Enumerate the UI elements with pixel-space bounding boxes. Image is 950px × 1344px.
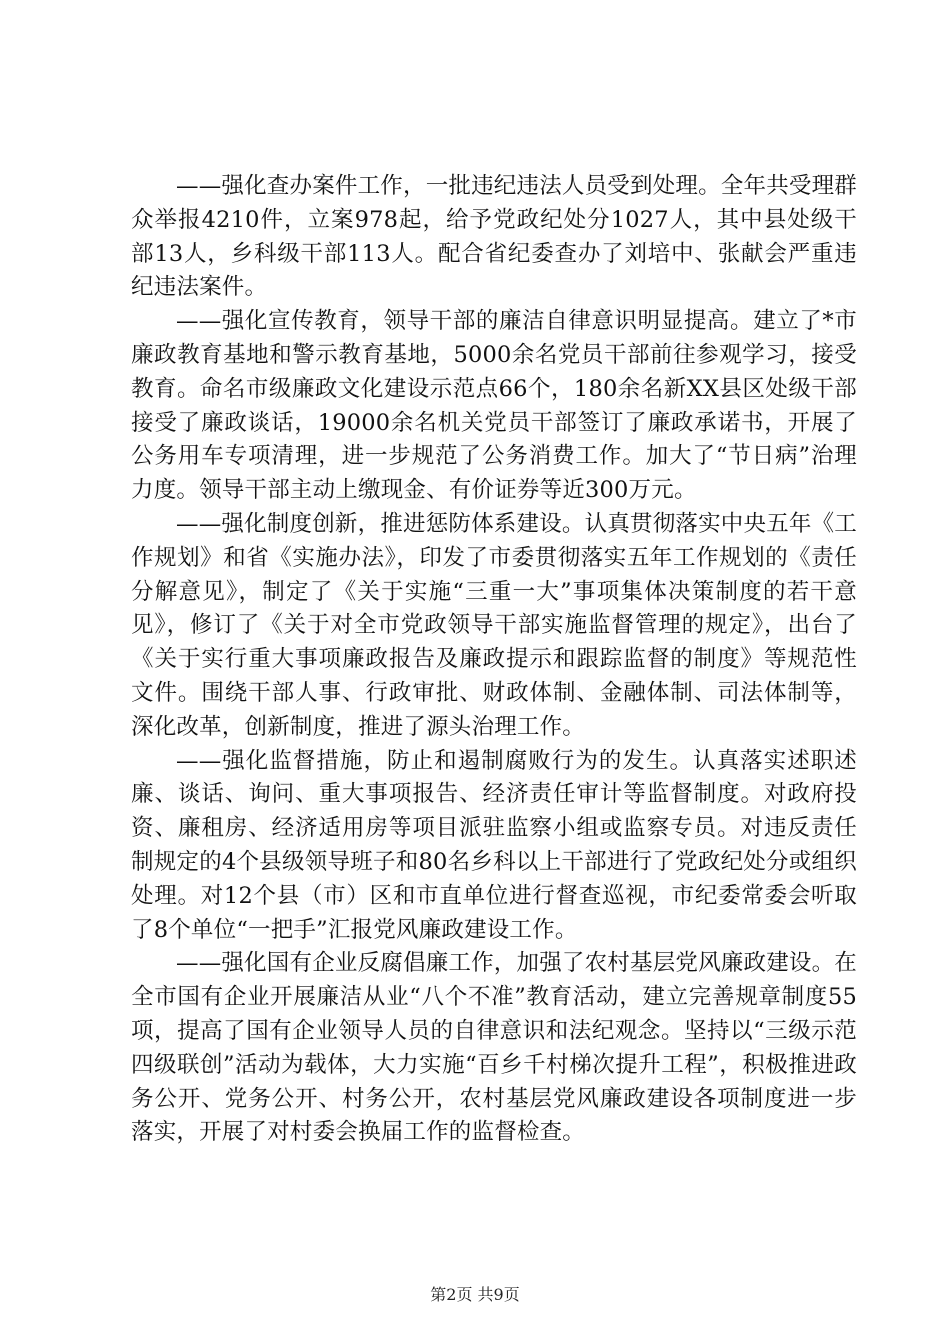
page-footer: 第2页 共9页 (430, 1285, 520, 1304)
paragraph-system-innovation: ——强化制度创新，推进惩防体系建设。认真贯彻落实中央五年《工作规划》和省《实施办法》，印发了市委贯彻落实五年工作规划的《责任分解意见》，制定了《关于实施“三重一大”事项集体决策制度的若干意见》，修订了《关于对全市党政领导干部实施监督管理的规定》，出台了《关于实行重大事项廉政报告及廉政提示和跟踪监督的制度》等规范性文件。围绕干部人事、行政审批、财政体制、金融体制、司法体制等，深化改革，创新制度，推进了源头治理工作。 (131, 510, 858, 740)
document-body (131, 170, 857, 1150)
paragraph-supervision: ——强化监督措施，防止和遏制腐败行为的发生。认真落实述职述廉、谈话、询问、重大事项报告、经济责任审计等监督制度。对政府投资、廉租房、经济适用房等项目派驻监察小组或监察专员。对违反责任制规定的4个县级领导班子和80名乡科以上干部进行了党政纪处分或组织处理。对12个县（市）区和市直单位进行督查巡视，市纪委常委会听取了8个单位“一把手”汇报党风廉政建设工作。 (131, 747, 857, 943)
paragraph-case-handling: ——强化查办案件工作，一批违纪违法人员受到处理。全年共受理群众举报4210件，立案978起，给予党政纪处分1027人，其中县处级干部13人，乡科级干部113人。配合省纪委查办了刘培中、张献会严重违纪违法案件。 (131, 173, 858, 301)
paragraph-education: ——强化宣传教育，领导干部的廉洁自律意识明显提高。建立了*市廉政教育基地和警示教育基地，5000余名党员干部前往参观学习，接受教育。命名市级廉政文化建设示范点66个，180余名新XX县区处级干部接受了廉政谈话，19000余名机关党员干部签订了廉政承诺书，开展了公务用车专项清理，进一步规范了公务消费工作。加大了“节日病”治理力度。领导干部主动上缴现金、有价证券等近300万元。 (131, 308, 857, 504)
paragraph-state-enterprise: ——强化国有企业反腐倡廉工作，加强了农村基层党风廉政建设。在全市国有企业开展廉洁从业“八个不准”教育活动，建立完善规章制度55项，提高了国有企业领导人员的自律意识和法纪观念。坚持以“三级示范四级联创”活动为载体，大力实施“百乡千村梯次提升工程”，积极推进政务公开、党务公开、村务公开，农村基层党风廉政建设各项制度进一步落实，开展了对村委会换届工作的监督检查。 (131, 950, 858, 1146)
